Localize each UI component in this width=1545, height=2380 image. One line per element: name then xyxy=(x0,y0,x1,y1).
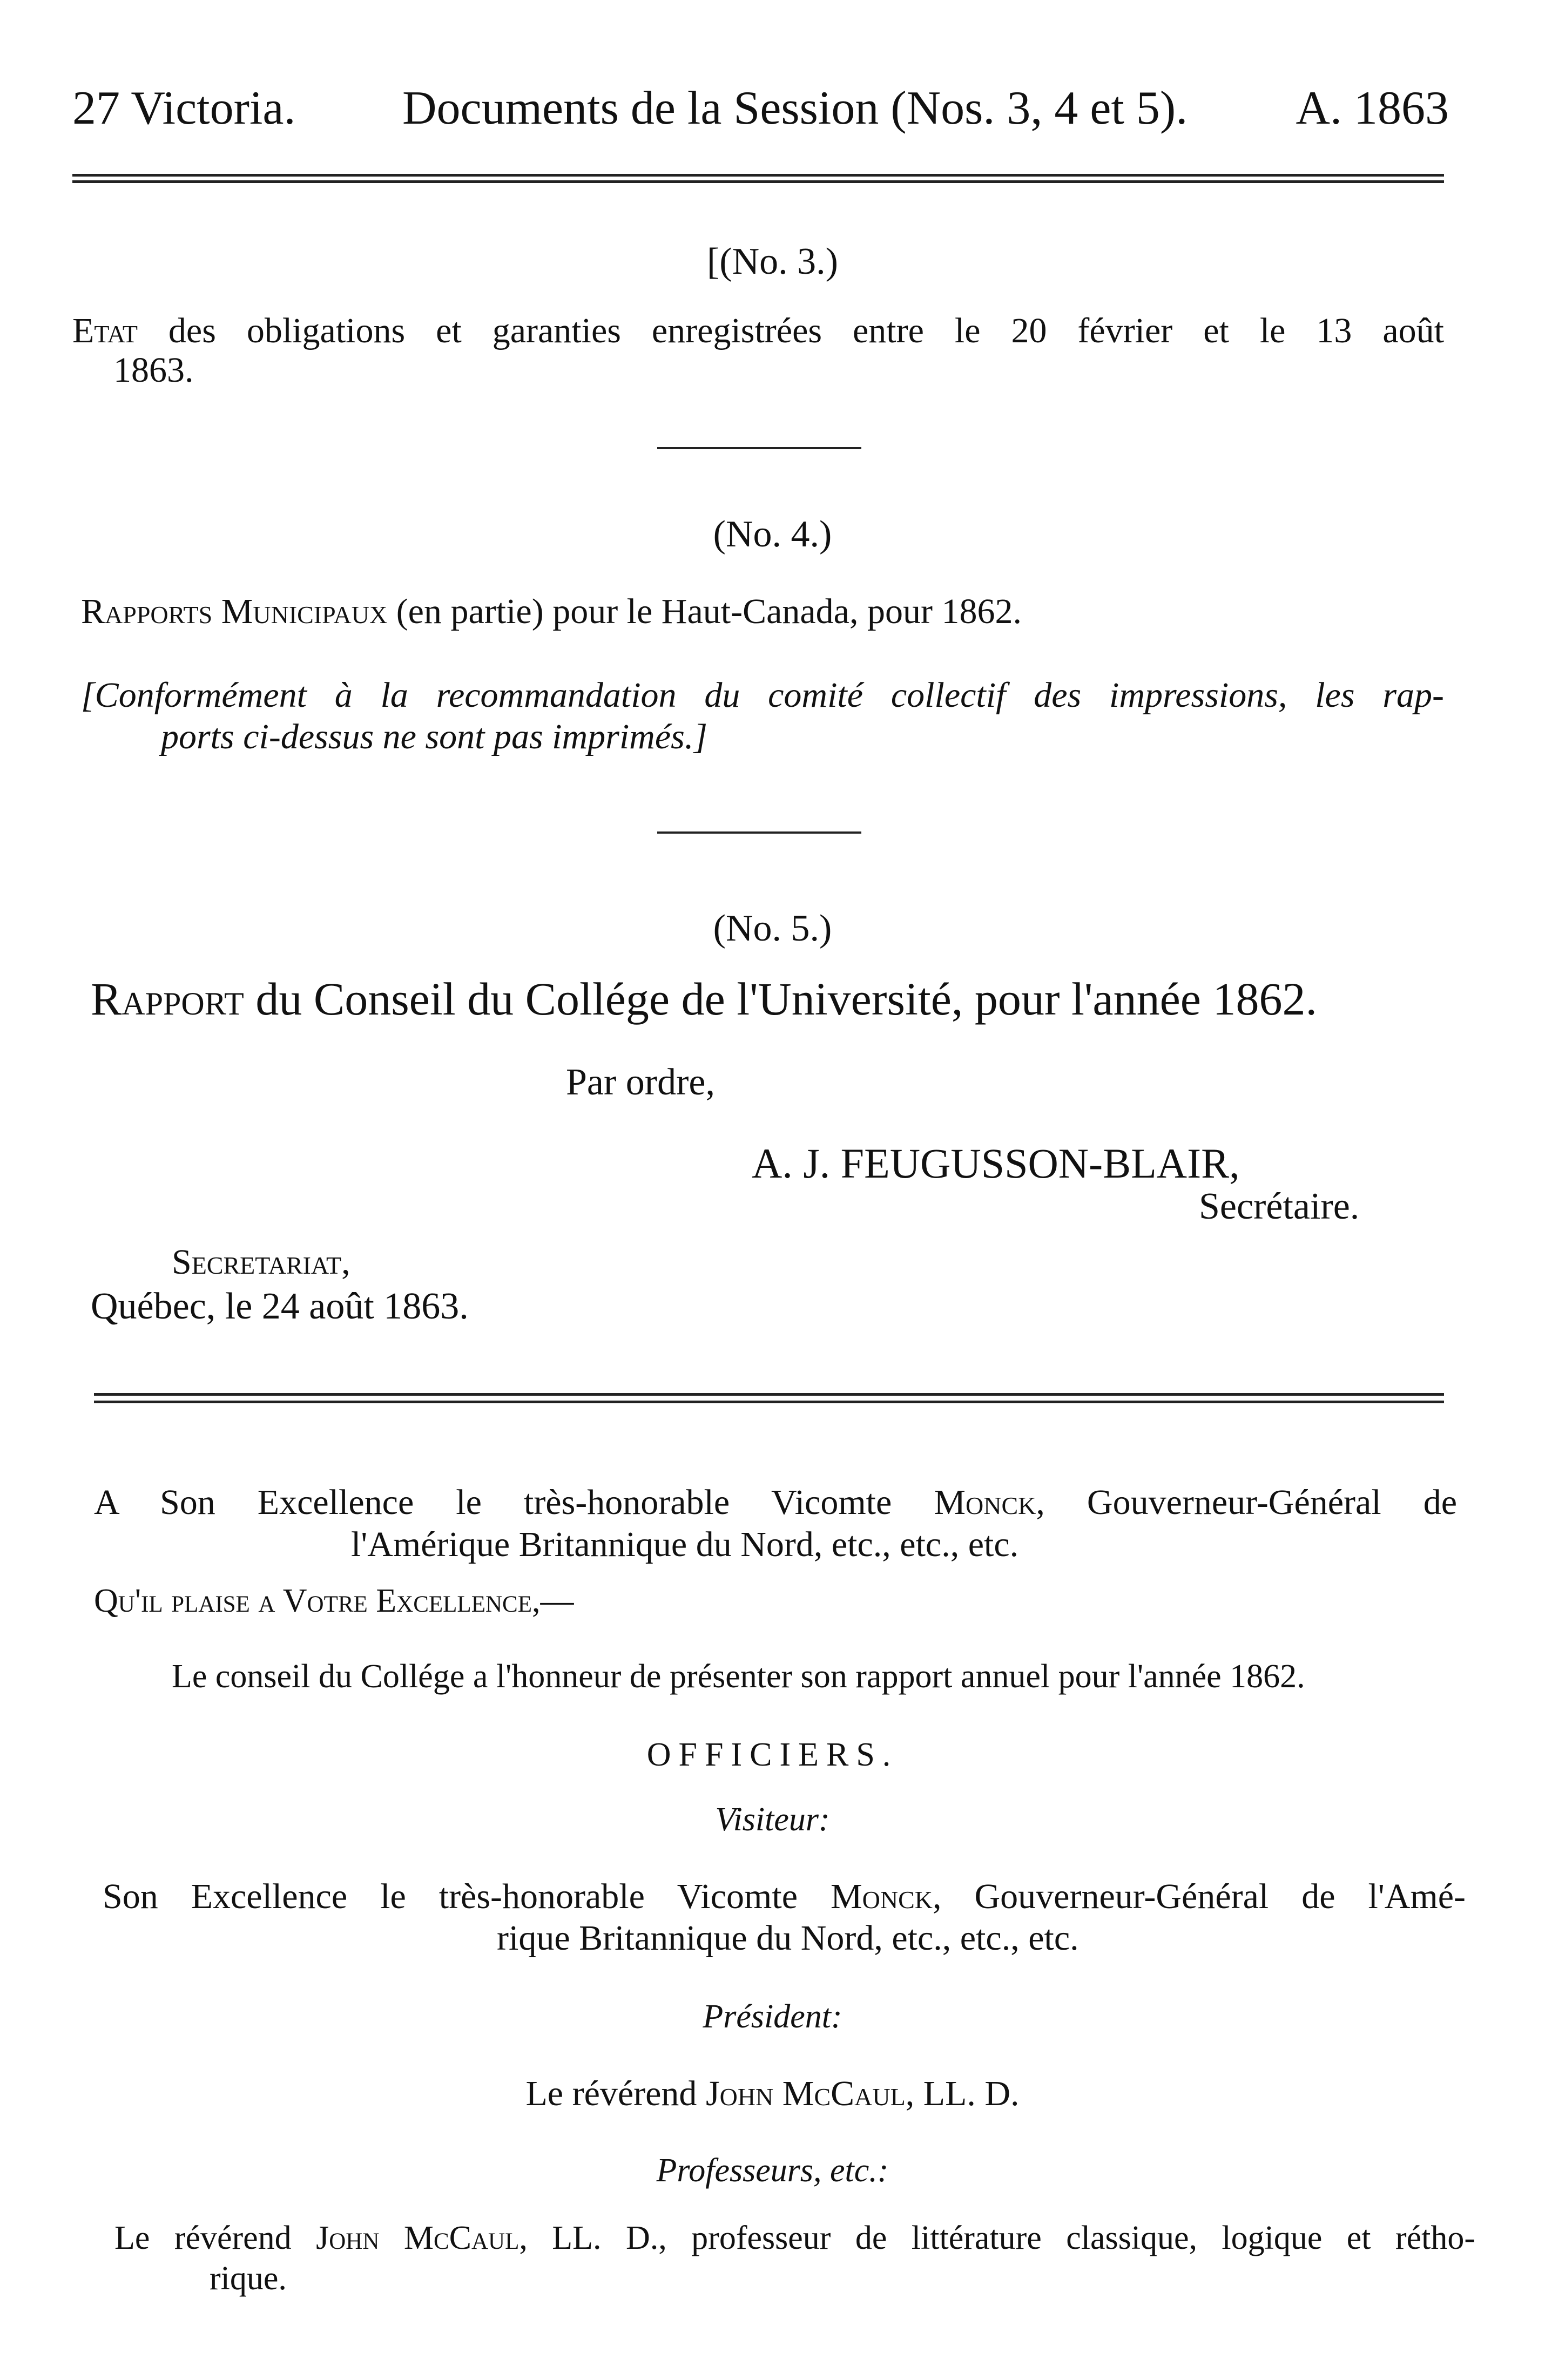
section-number-5: (No. 5.) xyxy=(713,908,832,949)
visitor-label: Visiteur: xyxy=(715,1801,830,1838)
no4-rest: (en partie) pour le Haut-Canada, pour 1862. xyxy=(387,592,1022,631)
president-name: John McCaul xyxy=(705,2074,906,2113)
address-line-2: l'Amérique Britannique du Nord, etc., etc., etc. xyxy=(351,1525,1019,1564)
professor-1-line-2: rique. xyxy=(210,2260,287,2297)
no4-note-line-1: [Conformément à la recommandation du comité collectif des impressions, les rap- xyxy=(81,675,1444,715)
prof1-name: John McCaul xyxy=(316,2220,520,2256)
address-line-1 xyxy=(94,1482,1457,1523)
president-a: Le révérend xyxy=(525,2074,706,2113)
separator-1 xyxy=(657,447,861,449)
report-intro: Le conseil du Collége a l'honneur de présenter son rapport annuel pour l'année 1862. xyxy=(172,1658,1305,1695)
header-title: Documents de la Session (Nos. 3, 4 et 5). xyxy=(402,82,1188,134)
header-rule-top xyxy=(72,174,1444,177)
address-name-monck: Monck xyxy=(934,1483,1036,1522)
secretariat: Secretariat, xyxy=(172,1242,350,1282)
address-line-1-b: , Gouverneur-Général de xyxy=(1036,1483,1457,1522)
header-session-left: 27 Victoria. xyxy=(72,82,296,134)
no4-note-line-2: ports ci-dessus ne sont pas imprimés.] xyxy=(161,717,708,756)
president-line xyxy=(0,2073,1545,2114)
prof1-a: Le révérend xyxy=(114,2220,316,2256)
no5-rest: du Conseil du Collége de l'Université, pour l'année 1862. xyxy=(244,973,1317,1025)
visitor-line-1-b: , Gouverneur-Général de l'Amé- xyxy=(933,1877,1466,1916)
address-line-1-a: A Son Excellence le très-honorable Vicomte xyxy=(94,1483,934,1522)
no3-lead: Etat xyxy=(72,311,138,350)
section-rule-bottom xyxy=(94,1401,1444,1403)
header-year: A. 1863 xyxy=(1296,82,1449,134)
professor-1-line-1 xyxy=(114,2219,1475,2257)
no5-title xyxy=(91,972,1317,1026)
section-rule-top xyxy=(94,1393,1444,1396)
signer-title: Secrétaire. xyxy=(1199,1186,1360,1227)
visitor-line-2: rique Britannique du Nord, etc., etc., etc. xyxy=(497,1918,1079,1958)
section-number-4: (No. 4.) xyxy=(713,513,832,555)
visitor-name-monck: Monck xyxy=(831,1877,933,1916)
no5-lead: Rapport xyxy=(91,973,244,1025)
signer-name: A. J. FEUGUSSON-BLAIR, xyxy=(752,1140,1240,1187)
no4-lead: Rapports Municipaux xyxy=(81,592,388,631)
no3-line-2: 1863. xyxy=(113,350,194,390)
president-b: , LL. D. xyxy=(905,2074,1020,2113)
no3-line-1 xyxy=(72,310,1444,351)
section-number-3: [(No. 3.) xyxy=(707,241,838,282)
salutation: Qu'il plaise a Votre Excellence,— xyxy=(94,1583,574,1619)
par-ordre: Par ordre, xyxy=(566,1061,716,1103)
header-rule-bottom xyxy=(72,180,1444,183)
prof1-b: , LL. D., professeur de littérature classique, logique et rétho- xyxy=(519,2220,1476,2256)
no4-title xyxy=(81,591,1022,632)
visitor-line-1-a: Son Excellence le très-honorable Vicomte xyxy=(103,1877,831,1916)
president-label: Président: xyxy=(703,1998,842,2035)
visitor-line-1 xyxy=(103,1876,1466,1917)
separator-2 xyxy=(657,831,861,834)
place-date: Québec, le 24 août 1863. xyxy=(91,1286,469,1327)
officers-heading: OFFICIERS. xyxy=(646,1736,899,1773)
no3-text: des obligations et garanties enregistrées entre le 20 février et le 13 août xyxy=(137,311,1444,350)
professors-label: Professeurs, etc.: xyxy=(656,2152,889,2189)
